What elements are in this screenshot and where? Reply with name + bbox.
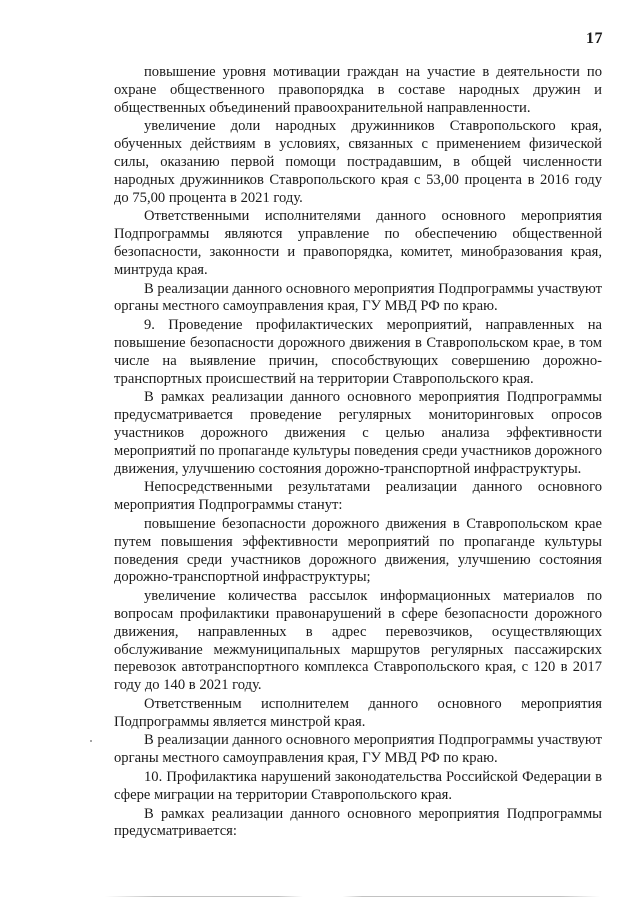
paragraph-monitoring-surveys: В рамках реализации данного основного мероприятия Подпрограммы предусматривается проведение регулярных мониторинговых опросов участников дорожного движения с целью анализа эффективности мероприятий по пропаганде культуры поведения среди участников дорожного движения, улучшению состояния дорожно-транспортной инфраструктуры. bbox=[114, 389, 602, 477]
scan-edge-line bbox=[105, 896, 600, 897]
paragraph-participants-2: В реализации данного основного мероприятия Подпрограммы участвуют органы местного самоуправления края, ГУ МВД РФ по краю. bbox=[114, 732, 602, 767]
paragraph-responsible-executors: Ответственными исполнителями данного основного мероприятия Подпрограммы являются управление по обеспечению общественной безопасности, законности и правопорядка, комитет, минобразования края, минтруда края. bbox=[114, 208, 602, 278]
paragraph-participants: В реализации данного основного мероприятия Подпрограммы участвуют органы местного самоуправления края, ГУ МВД РФ по краю. bbox=[114, 280, 602, 315]
paragraph-responsible-minstroy: Ответственным исполнителем данного основного мероприятия Подпрограммы является минстрой края. bbox=[114, 695, 602, 730]
paragraph-direct-results: Непосредственными результатами реализации данного основного мероприятия Подпрограммы станут: bbox=[114, 479, 602, 514]
paragraph-mailings-result: увеличение количества рассылок информационных материалов по вопросам профилактики правонарушений в сфере безопасности дорожного движения, направленных в адрес перевозчиков, осуществляющих обслуживание межмуниципальных маршрутов регулярных пассажирских перевозок автотранспортного комплекса Ставропольского края, с 120 в 2017 году до 140 в 2021 году. bbox=[114, 588, 602, 694]
paragraph-druzhinniki-share: увеличение доли народных дружинников Ставропольского края, обученных действиям в условиях, связанных с применением физической силы, оказанию первой помощи пострадавшим, в общей численности народных дружинников Ставропольского края с 53,00 процента в 2016 году до 75,00 процента в 2021 году. bbox=[114, 118, 602, 206]
paragraph-item-10-heading: 10. Профилактика нарушений законодательства Российской Федерации в сфере миграции на территории Ставропольского края. bbox=[114, 769, 602, 803]
page-number: 17 bbox=[586, 30, 603, 47]
paragraph-item-10-provisions: В рамках реализации данного основного мероприятия Подпрограммы предусматривается: bbox=[114, 805, 602, 840]
paragraph-motivation: повышение уровня мотивации граждан на участие в деятельности по охране общественного правопорядка в составе народных дружин и общественных объединений правоохранительной направленности. bbox=[114, 64, 602, 116]
document-body bbox=[114, 64, 602, 842]
paragraph-item-9-heading: 9. Проведение профилактических мероприятий, направленных на повышение безопасности дорожного движения в Ставропольском крае, в том числе на выявление причин, способствующих совершению дорожно-транспортных происшествий на территории Ставропольского края. bbox=[114, 317, 602, 387]
paragraph-road-safety-result: повышение безопасности дорожного движения в Ставропольском крае путем повышения эффективности мероприятий по пропаганде культуры поведения среди участников дорожного движения, улучшению состояния дорожно-транспортной инфраструктуры; bbox=[114, 515, 602, 586]
scan-speck bbox=[90, 740, 92, 742]
